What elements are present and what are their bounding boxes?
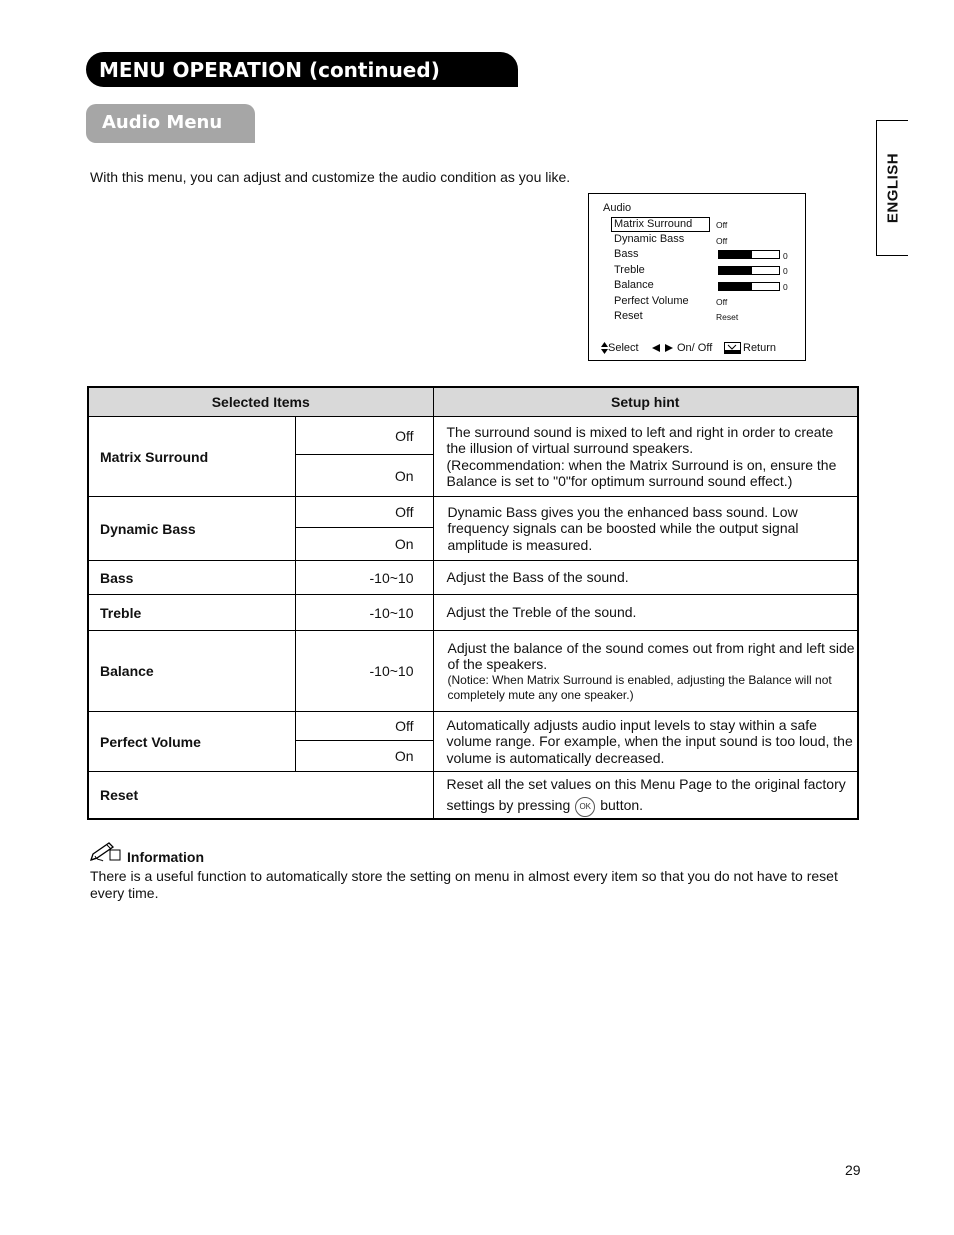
osd-item-treble: Treble xyxy=(614,264,645,276)
matrix-hint-recommendation: (Recommendation: when the Matrix Surround is on, ensure the Balance is set to "0"for optimum surround sound effect.) xyxy=(446,456,837,489)
row-label-treble: Treble xyxy=(88,595,295,631)
osd-item-bass: Bass xyxy=(614,248,639,260)
col-setup-hint: Setup hint xyxy=(433,387,858,417)
information-text: There is a useful function to automatically store the setting on menu in almost every item so that you do not have to reset every time. xyxy=(90,868,838,901)
osd-item-perfect-volume: Perfect Volume xyxy=(614,295,689,307)
osd-bass-bar xyxy=(718,250,780,259)
row-label-matrix-surround: Matrix Surround xyxy=(88,417,295,497)
balance-hint xyxy=(433,631,858,712)
osd-item-dynamic-bass: Dynamic Bass xyxy=(614,233,685,245)
osd-footer-onoff: On/ Off xyxy=(677,342,713,354)
information-title: Information xyxy=(127,849,204,865)
row-label-bass: Bass xyxy=(88,561,295,595)
osd-value-matrix-surround: Off xyxy=(716,220,728,230)
balance-range: -10~10 xyxy=(295,631,433,712)
bass-hint: Adjust the Bass of the sound. xyxy=(433,561,858,595)
osd-balance-bar xyxy=(718,282,780,291)
osd-value-treble: 0 xyxy=(783,266,788,276)
pencil-note-icon xyxy=(89,840,121,862)
audio-settings-table xyxy=(87,386,859,820)
perfect-hint: Automatically adjusts audio input levels to stay within a safe volume range. For example, when the input sound is too loud, the volume is automatically decreased. xyxy=(433,712,858,772)
table-row xyxy=(88,417,858,455)
row-label-perfect-volume: Perfect Volume xyxy=(88,712,295,772)
table-header-row xyxy=(88,387,858,417)
intro-text: With this menu, you can adjust and customize the audio condition as you like. xyxy=(90,169,571,185)
osd-item-balance: Balance xyxy=(614,279,654,291)
osd-value-reset: Reset xyxy=(716,312,739,322)
osd-treble-bar xyxy=(718,266,780,275)
matrix-option-on: On xyxy=(295,455,433,497)
osd-item-reset: Reset xyxy=(614,310,643,322)
reset-hint xyxy=(433,772,858,820)
dynbass-option-off: Off xyxy=(295,497,433,528)
reset-hint-text: Reset all the set values on this Menu Page to the original factory settings by pressing xyxy=(446,775,846,813)
osd-value-dynamic-bass: Off xyxy=(716,236,728,246)
table-row xyxy=(88,497,858,528)
osd-value-bass: 0 xyxy=(783,251,788,261)
perfect-option-on: On xyxy=(295,741,433,772)
return-icon xyxy=(724,342,741,354)
matrix-hint xyxy=(433,417,858,497)
language-label: ENGLISH xyxy=(884,152,901,224)
table-row xyxy=(88,712,858,741)
osd-title: Audio xyxy=(603,202,632,214)
audio-osd-screen xyxy=(588,193,806,361)
left-right-arrow-icon xyxy=(652,344,673,352)
language-tab xyxy=(876,120,908,256)
bass-range: -10~10 xyxy=(295,561,433,595)
row-label-dynamic-bass: Dynamic Bass xyxy=(88,497,295,561)
osd-item-matrix-surround: Matrix Surround xyxy=(611,217,710,232)
page-title: MENU OPERATION (continued) xyxy=(86,52,518,87)
table-row xyxy=(88,772,858,820)
up-down-arrow-icon xyxy=(601,342,608,354)
row-label-balance: Balance xyxy=(88,631,295,712)
col-selected-items: Selected Items xyxy=(88,387,433,417)
balance-notice: (Notice: When Matrix Surround is enabled, adjusting the Balance will not completely mute any one speaker.) xyxy=(447,672,832,702)
osd-value-perfect-volume: Off xyxy=(716,297,728,307)
matrix-hint-text: The surround sound is mixed to left and right in order to create the illusion of virtual surround speakers. xyxy=(446,423,834,456)
page-number: 29 xyxy=(845,1162,861,1178)
table-row xyxy=(88,561,858,595)
section-title: Audio Menu xyxy=(86,104,255,143)
treble-range: -10~10 xyxy=(295,595,433,631)
osd-footer-select: Select xyxy=(608,342,639,354)
row-label-reset: Reset xyxy=(88,772,433,820)
osd-footer-return: Return xyxy=(743,342,777,354)
matrix-option-off: Off xyxy=(295,417,433,455)
dynbass-hint: Dynamic Bass gives you the enhanced bass sound. Low frequency signals can be boosted while the output signal amplitude is measured. xyxy=(433,497,858,561)
table-row xyxy=(88,631,858,712)
dynbass-option-on: On xyxy=(295,528,433,561)
osd-value-balance: 0 xyxy=(783,282,788,292)
perfect-option-off: Off xyxy=(295,712,433,741)
ok-button-icon: OK xyxy=(575,797,595,817)
table-row xyxy=(88,595,858,631)
treble-hint: Adjust the Treble of the sound. xyxy=(433,595,858,631)
balance-hint-text: Adjust the balance of the sound comes out from right and left side of the speakers. xyxy=(447,639,855,672)
reset-hint-end: button. xyxy=(600,796,644,813)
